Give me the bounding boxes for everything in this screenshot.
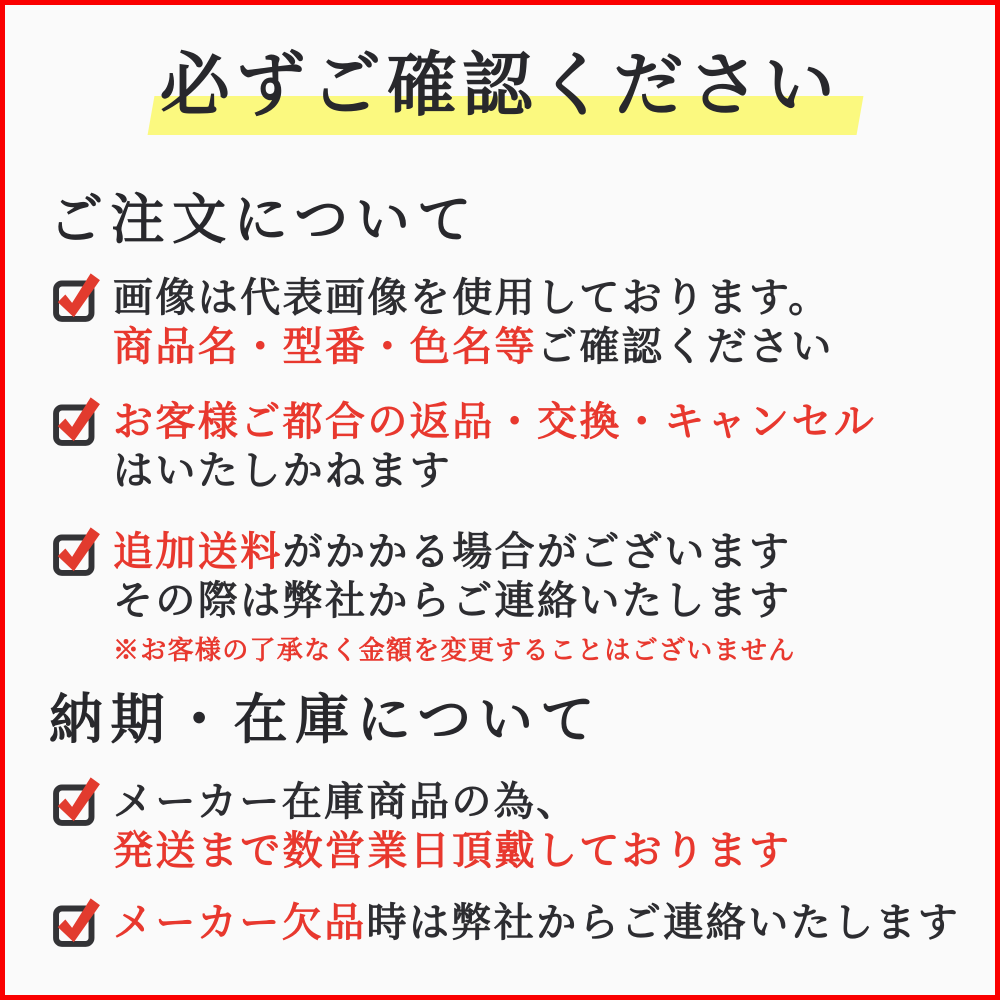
item-line — [113, 273, 834, 322]
item-text: その際は弊社からご連絡いたします — [113, 578, 792, 623]
page-title: 必ずご確認ください — [159, 48, 841, 125]
item-text: 時は弊社からご連絡いたします — [366, 900, 961, 945]
item-text: ご確認ください — [537, 324, 834, 369]
checkbox-checked-icon — [51, 520, 105, 582]
item-line — [113, 777, 791, 826]
checkbox-checked-icon — [51, 770, 105, 832]
section-heading-stock: 納期・在庫について — [49, 690, 602, 750]
item-text: メーカー在庫商品の為、 — [113, 779, 579, 824]
notice-item-outofstock — [51, 898, 960, 953]
section-heading-order: ご注文について — [49, 190, 479, 250]
notice-item-image — [51, 273, 834, 371]
item-line — [113, 397, 876, 446]
checkbox-checked-icon — [51, 266, 105, 328]
checkbox-checked-icon — [51, 891, 105, 953]
notice-item-leadtime — [51, 777, 791, 875]
item-line — [113, 527, 796, 576]
item-line — [113, 898, 960, 947]
notice-item-shipping — [51, 527, 796, 666]
item-text-emphasis: 商品名・型番・色名等 — [113, 324, 537, 369]
item-line — [113, 446, 876, 495]
item-text-emphasis: メーカー欠品 — [113, 900, 367, 945]
item-note: ※お客様の了承なく金額を変更することはございません — [113, 636, 796, 665]
item-line — [113, 576, 796, 625]
item-text: はいたしかねます — [113, 448, 453, 493]
checkbox-checked-icon — [51, 390, 105, 452]
item-line — [113, 322, 834, 371]
item-line — [113, 826, 791, 875]
item-text-emphasis: 追加送料 — [113, 529, 283, 574]
item-text-emphasis: お客様ご都合の返品・交換・キャンセル — [113, 399, 877, 444]
item-text: 画像は代表画像を使用しております。 — [113, 275, 831, 320]
item-text-emphasis: 発送まで数営業日頂戴しております — [113, 828, 792, 873]
notice-item-return — [51, 397, 876, 495]
item-text: がかかる場合がございます — [282, 529, 792, 574]
